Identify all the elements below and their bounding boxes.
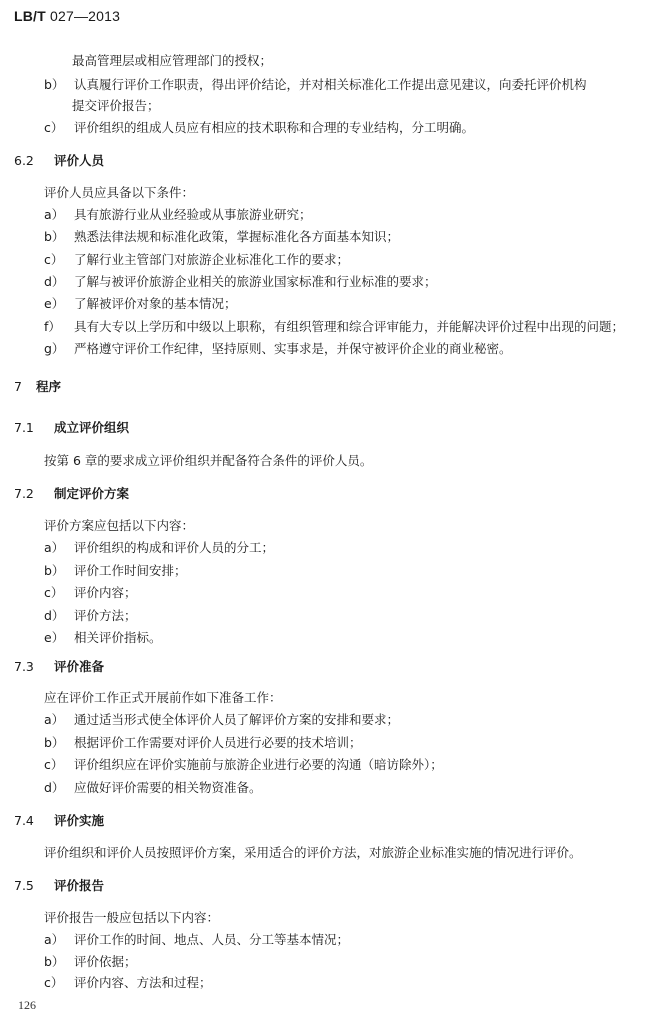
- list-label: f）: [44, 318, 61, 334]
- section-number: 6.2: [14, 153, 34, 168]
- list-text: 相关评价指标。: [74, 630, 162, 645]
- standard-number: 027—2013: [45, 8, 121, 24]
- list-label: a）: [44, 207, 65, 222]
- section-number: 7.3: [14, 659, 34, 674]
- list-text: 评价组织应在评价实施前与旅游企业进行必要的沟通（暗访除外）；: [74, 757, 443, 772]
- list-label: d）: [44, 607, 65, 623]
- document-code: [14, 8, 120, 24]
- section-heading: [14, 153, 104, 169]
- list-text: 具有大专以上学历和中级以上职称，有组织管理和综合评审能力，并能解决评价过程中出现的问题；: [74, 318, 625, 334]
- section-title: 评价实施: [54, 813, 105, 828]
- section-number: 7.2: [14, 486, 34, 501]
- list-label: g）: [44, 340, 65, 356]
- list-text: 认真履行评价工作职责，得出评价结论，并对相关标准化工作提出意见建议，向委托评价机构: [74, 77, 587, 92]
- paragraph: 最高管理层或相应管理部门的授权；: [72, 53, 273, 68]
- list-item: [44, 585, 137, 601]
- section-heading: [14, 420, 129, 436]
- list-label: d）: [44, 273, 65, 289]
- section-title: 成立评价组织: [54, 420, 130, 435]
- section-heading: [14, 486, 129, 502]
- list-text: 了解被评价对象的基本情况；: [74, 296, 237, 312]
- list-item: [44, 563, 187, 579]
- list-item-continuation: 提交评价报告；: [72, 98, 160, 113]
- list-item: [44, 207, 312, 223]
- paragraph: 按第 6 章的要求成立评价组织并配备符合条件的评价人员。: [44, 453, 373, 468]
- paragraph: 评价方案应包括以下内容：: [44, 518, 195, 533]
- section-number: 7.1: [14, 420, 34, 435]
- paragraph: 评价人员应具备以下条件：: [44, 185, 195, 200]
- list-label: d）: [44, 779, 65, 795]
- list-item: [44, 296, 237, 312]
- list-text: 评价内容；: [74, 585, 137, 600]
- standard-prefix: LB/T: [14, 8, 46, 24]
- list-text: 评价内容、方法和过程；: [74, 975, 212, 990]
- page-number: 126: [18, 998, 36, 1012]
- list-text: 评价方法；: [74, 607, 137, 623]
- paragraph: 评价组织和评价人员按照评价方案，采用适合的评价方法，对旅游企业标准实施的情况进行评价。: [44, 845, 582, 860]
- list-text: 评价组织的构成和评价人员的分工；: [74, 540, 275, 555]
- list-label: c）: [44, 585, 64, 600]
- section-number: 7.4: [14, 813, 34, 828]
- list-item: [44, 735, 362, 751]
- list-label: a）: [44, 932, 65, 947]
- list-item: [44, 712, 399, 728]
- section-title: 评价报告: [54, 878, 105, 893]
- list-label: e）: [44, 630, 65, 645]
- list-label: e）: [44, 296, 65, 312]
- list-item: [44, 954, 137, 970]
- list-item: [44, 975, 212, 991]
- list-item: [44, 252, 349, 268]
- paragraph: 应在评价工作正式开展前作如下准备工作：: [44, 690, 282, 705]
- list-item: [44, 77, 587, 93]
- chapter-title: 程序: [36, 379, 62, 394]
- list-item: [44, 757, 443, 773]
- list-label: a）: [44, 712, 65, 727]
- paragraph: 评价报告一般应包括以下内容：: [44, 910, 220, 925]
- section-title: 评价人员: [54, 153, 105, 168]
- list-text: 了解与被评价旅游企业相关的旅游业国家标准和行业标准的要求；: [74, 273, 437, 289]
- list-text: 严格遵守评价工作纪律，坚持原则、实事求是，并保守被评价企业的商业秘密。: [74, 340, 512, 356]
- list-label: c）: [44, 757, 64, 772]
- list-label: c）: [44, 975, 64, 990]
- section-title: 制定评价方案: [54, 486, 130, 501]
- list-text: 评价组织的组成人员应有相应的技术职称和合理的专业结构，分工明确。: [74, 120, 475, 135]
- list-item: [44, 608, 137, 624]
- list-text: 评价依据；: [74, 953, 137, 969]
- list-item: [44, 229, 399, 245]
- list-text: 应做好评价需要的相关物资准备。: [74, 779, 262, 795]
- list-text: 熟悉法律法规和标准化政策，掌握标准化各方面基本知识；: [74, 229, 400, 245]
- list-text: 评价工作时间安排；: [74, 562, 187, 578]
- list-item: [44, 780, 262, 796]
- list-item: [44, 932, 349, 948]
- list-item: [44, 319, 624, 335]
- list-text: 通过适当形式使全体评价人员了解评价方案的安排和要求；: [74, 712, 400, 727]
- list-label: b）: [44, 229, 65, 245]
- list-text: 评价工作的时间、地点、人员、分工等基本情况；: [74, 932, 350, 947]
- section-heading: [14, 878, 104, 894]
- list-text: 根据评价工作需要对评价人员进行必要的技术培训；: [74, 734, 362, 750]
- section-number: 7.5: [14, 878, 34, 893]
- list-item: [44, 274, 437, 290]
- list-text: 具有旅游行业从业经验或从事旅游业研究；: [74, 207, 312, 222]
- chapter-heading: [14, 379, 61, 395]
- list-item: [44, 341, 512, 357]
- section-heading: [14, 659, 104, 675]
- list-item: [44, 120, 474, 136]
- list-label: b）: [44, 77, 65, 92]
- list-item: [44, 630, 162, 646]
- list-label: b）: [44, 734, 65, 750]
- list-label: c）: [44, 120, 64, 135]
- section-title: 评价准备: [54, 659, 105, 674]
- list-item: [44, 540, 274, 556]
- section-heading: [14, 813, 104, 829]
- list-label: b）: [44, 953, 65, 969]
- list-label: c）: [44, 251, 64, 267]
- chapter-number: 7: [14, 379, 22, 394]
- list-label: b）: [44, 562, 65, 578]
- list-label: a）: [44, 540, 65, 555]
- list-text: 了解行业主管部门对旅游企业标准化工作的要求；: [74, 251, 350, 267]
